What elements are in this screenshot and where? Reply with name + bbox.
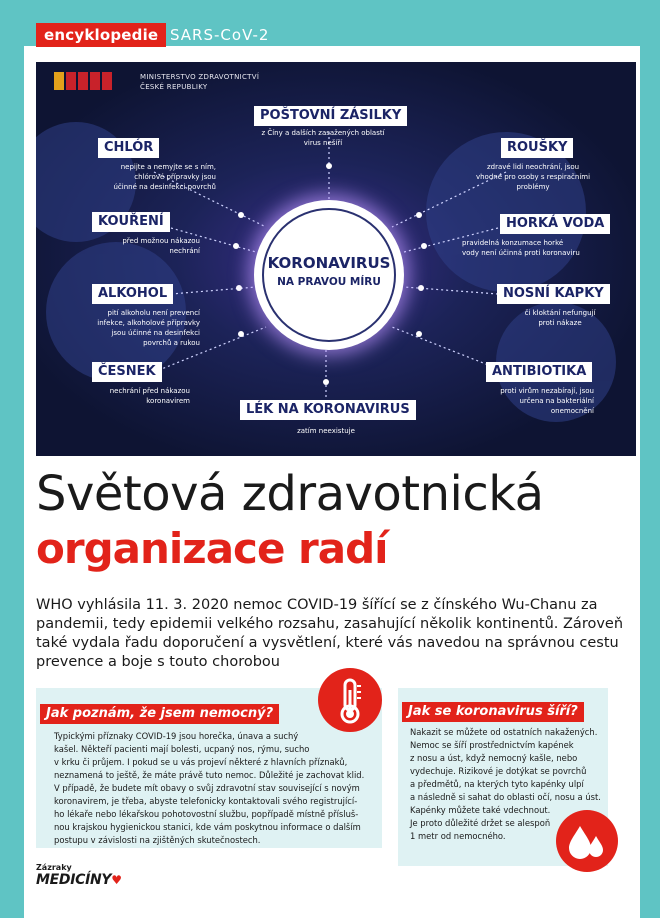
label-nosni-kapky: NOSNÍ KAPKY	[497, 284, 610, 304]
desc-antibiotika: proti virům nezabírají, jsou určena na bakteriální onemocnění	[500, 387, 594, 415]
center-circle	[254, 200, 404, 350]
magazine-brand: Zázraky MEDICÍNY♥	[36, 863, 122, 888]
section-topic: SARS-CoV-2	[170, 26, 270, 44]
label-alkohol: ALKOHOL	[92, 284, 173, 304]
left-margin-bar	[0, 46, 24, 918]
desc-postovni-zasilky: z Číny a dalších zasažených oblastí virus nešíří	[261, 129, 385, 147]
desc-nosni-kapky: či kloktání nefungují proti nákaze	[524, 309, 596, 327]
ministry-name: MINISTERSTVO ZDRAVOTNICTVÍ ČESKÉ REPUBLIKY	[140, 73, 260, 91]
spread-box-title: Jak se koronavirus šíří?	[402, 702, 584, 722]
label-chlor: CHLÓR	[98, 138, 159, 158]
symptoms-box-text: Typickými příznaky COVID-19 jsou horečka, únava a suchý kašel. Někteří pacienti mají bolesti, ucpaný nos, rýmu, sucho v krku či průjem. I pokud se u vás projeví některé z hlavních příznaků, neznamená to ještě, že máte právě tuto nemoc. Důležité je zachovat klid. V případě, že budete mít obavy o svůj zdravotní stav související s novým koronavirem, je třeba, abyste telefonicky kontaktovali svého registrující- ho lékaře nebo lékařskou pohotovostní službu, popřípadě místně přísluš- nou krajskou hygienickou stanici, kde vám poskytnou informace o dalším postupu v závislosti na zjištěných skutečnostech.	[54, 731, 365, 845]
desc-koureni: před možnou nákazou nechrání	[122, 237, 200, 255]
desc-alkohol: pití alkoholu není prevencí infekce, alkoholové přípravky jsou účinné na desinfekci povrchů a rukou	[97, 309, 200, 347]
label-lek-na-koronavirus: LÉK NA KORONAVIRUS	[240, 400, 416, 420]
lead-paragraph: WHO vyhlásila 11. 3. 2020 nemoc COVID-19 šířící se z čínského Wu-Chanu za pandemii, tedy epidemii velkého rozsahu, zasahující několik kontinentů. Zároveň také vydala řadu doporučení a vysvětlení, které vás navedou na správnou cestu prevence a boje s touto chorobou	[36, 597, 624, 670]
label-horka-voda: HORKÁ VODA	[500, 214, 610, 234]
center-subtitle: NA PRAVOU MÍRU	[277, 276, 381, 288]
symptoms-box-title: Jak poznám, že jsem nemocný?	[40, 704, 279, 724]
section-category: encyklopedie	[36, 23, 166, 47]
label-antibiotika: ANTIBIOTIKA	[486, 362, 592, 382]
desc-lek-na-koronavirus: zatím neexistuje	[297, 427, 355, 435]
headline-line2: organizace radí	[36, 524, 388, 573]
headline-line1: Světová zdravotnická	[36, 466, 544, 522]
desc-chlor: nepijte a nemyjte se s ním, chlórové přípravky jsou účinné na desinfekci povrchů	[113, 163, 216, 191]
desc-cesnek: nechrání před nákazou koronavirem	[109, 387, 190, 405]
spread-box-text: Nakazit se můžete od ostatních nakažených. Nemoc se šíří prostřednictvím kapének z nosu a úst, když nemocný kašle, nebo vydechuje. Rizikové je dotýkat se povrchů a předmětů, na kterých tyto kapénky ulpí a následně si sahat do oblasti očí, nosu a úst. Kapénky můžete také vdechnout. Je proto důležité držet se alespoň 1 metr od nemocného.	[410, 727, 601, 841]
desc-rousky: zdravé lidi neochrání, jsou vhodné pro osoby s respiračními problémy	[475, 163, 591, 191]
label-koureni: KOUŘENÍ	[92, 212, 170, 232]
label-rousky: ROUŠKY	[501, 138, 573, 158]
right-margin-bar	[640, 46, 660, 918]
droplets-icon	[556, 810, 618, 872]
desc-horka-voda: pravidelná konzumace horké vody není účinná proti koronaviru	[462, 239, 580, 257]
label-postovni-zasilky: POŠTOVNÍ ZÁSILKY	[254, 106, 407, 126]
label-cesnek: ČESNEK	[92, 362, 162, 382]
infographic	[36, 62, 636, 456]
center-title: KORONAVIRUS	[267, 254, 391, 272]
ministry-logo	[54, 72, 112, 90]
thermometer-icon	[318, 668, 382, 732]
